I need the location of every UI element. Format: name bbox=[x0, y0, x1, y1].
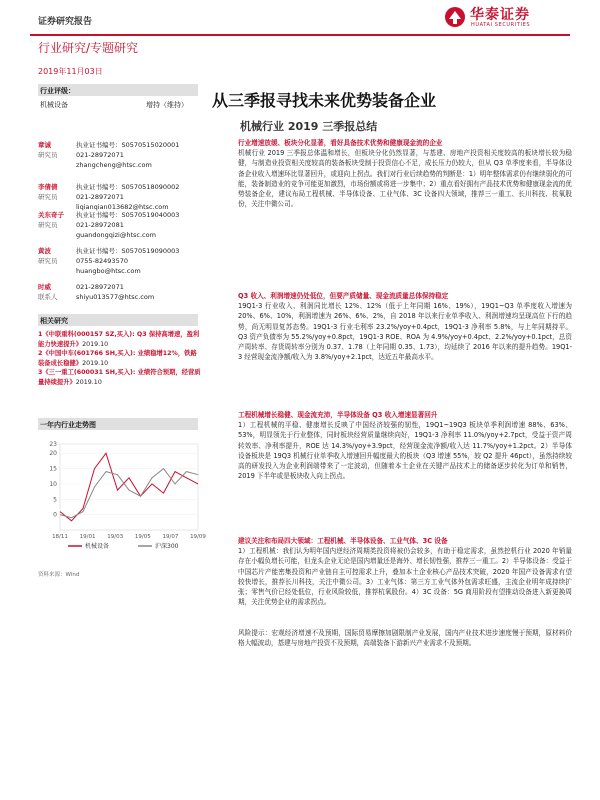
analyst-email[interactable]: liqianqian013682@htsc.com bbox=[76, 203, 169, 211]
plot-frame bbox=[60, 444, 198, 530]
analyst-cert: 执业证书编号：S0570519090003 bbox=[76, 247, 180, 255]
brand-name-en: HUATAI SECURITIES bbox=[471, 22, 531, 28]
analyst-phone: 021-28972071 bbox=[76, 283, 124, 291]
section-body: 1）工程机械：我们认为明年国内逆经济周期类投资将被仍会较多，有助于稳定需求，虽然挖机行业 2020 年销量存在小幅负增长可能，但龙头企业无论是国内增量还是海外、增长韧性强，推荐三一重工。2）半导体设备：受益于中国芯片产能密集投资和产业链自主可控需求上升，叠加本土企业核心产品技术突破，2020 年国产设备需求有望较快增长，推荐长川科技，关注中微公司。3）工业气体：第三方工业气体外包需求旺盛，主流企业明年成持续扩张；零售气价已经处低位，行业风险较低，推荐杭氧股份。4）3C 设备：5G 商用阶段有望推动设备进入新更换周期，关注优势企业的需求拐点。 bbox=[238, 547, 572, 607]
analyst-role: 研究员 bbox=[38, 221, 58, 229]
analyst-name: 关东奇子 bbox=[38, 211, 64, 219]
brand-name-cn: 华泰证券 bbox=[470, 7, 530, 23]
related-item[interactable] bbox=[38, 330, 203, 349]
analyst-role: 研究员 bbox=[38, 193, 58, 201]
rating-value: 增持（维持） bbox=[146, 101, 188, 109]
analyst-card bbox=[38, 246, 203, 286]
related-title: 相关研究 bbox=[40, 317, 68, 325]
x-tick-label: 19/07 bbox=[162, 534, 179, 540]
analyst-phone: 021-28972081 bbox=[76, 221, 124, 229]
section-heading: Q3 收入、利润增速仍处低位，但要产质储量、现金流质量总体保持稳定 bbox=[238, 292, 449, 300]
y-tick-label: 20 bbox=[49, 450, 57, 458]
analyst-phone: 021-28972071 bbox=[76, 193, 124, 201]
analyst-card bbox=[38, 210, 203, 250]
y-tick-label: 15 bbox=[49, 465, 57, 473]
related-item[interactable] bbox=[38, 368, 203, 387]
related-item-title[interactable]: 3《三一重工(600031 SH,买入): 业绩符合预期，经营质量持续提升》 bbox=[38, 369, 201, 386]
section-segments bbox=[238, 410, 572, 481]
y-tick-label: 5 bbox=[53, 496, 57, 504]
section-heading: 建议关注和布局四大领域：工程机械、半导体设备、工业气体、3C 设备 bbox=[238, 537, 448, 545]
report-title: 从三季报寻找未来优势装备企业 bbox=[212, 91, 437, 110]
section-body: 机械行业 2019 三季报总体温和增长，但板块分化仍然显著，与基建、房地产投资相关度较高的板块增长较为稳健，与制造业投资相关度较高的装备板块受制于投资信心不足，成长压力仍较大，但从 Q3 单季度来看，半导体设备企业收入增速环比显著回升，或迎向上拐点。我们对行业后续趋势的判断是：1）明年整体需求仍有继续弱化的可能，装备制造业的竞争可能更加激烈，市场份额或将进一步集中；2）重点看好拥有产品技术优势和健康现金流的优势装备企业，建议布局工程机械、半导体设备、工业气体、3C 设备四大领域，推荐三一重工、长川科技、杭氧股份，关注中微公司。 bbox=[238, 149, 572, 209]
chart-source: 资料来源：Wind bbox=[38, 572, 80, 578]
analyst-phone: 021-28972071 bbox=[76, 151, 124, 159]
section-heading: 工程机械增长稳健、现金流充沛，半导体设备 Q3 收入增速显著回升 bbox=[238, 411, 438, 419]
series-line bbox=[60, 453, 198, 521]
rating-sector: 机械设备 bbox=[40, 101, 68, 109]
related-item[interactable] bbox=[38, 349, 203, 368]
analyst-role: 研究员 bbox=[38, 151, 58, 159]
related-item-date: 2019.10 bbox=[82, 340, 109, 348]
x-tick-label: 19/09 bbox=[190, 534, 206, 540]
section-outlook bbox=[238, 138, 572, 209]
legend-label: 沪深300 bbox=[155, 543, 179, 550]
section-body: 1）工程机械的平稳、健康增长反映了中国经济较强的韧性，19Q1~19Q3 板块单季利润增速 88%、63%、53%，明显领先于行业整体，同时板块经营质量继续向好，19Q1-3 净利率 11.0%/yoy+2.7pct，受益于资产周转效率、净利率提升，ROE 达 14.3%/yoy+3.9pct，经营现金流净额/收入达 11.7%/yoy+1.2pct。2）半导体设备板块是 19Q3 机械行业单季收入增速回升幅度最大的板块（Q3 增速 55%，较 Q2 提升 46pct），虽然持续较高的研发投入为企业利润端带来了一定波动，但随着本土企业在关键产品技术上的储备逐步转化为订单和销售，2019 下半年或是板块收入向上拐点。 bbox=[238, 421, 572, 481]
y-tick-label: 0 bbox=[53, 511, 57, 519]
analyst-cert: 执业证书编号：S0570519040003 bbox=[76, 211, 180, 219]
section-body: 风险提示：宏观经济增速不及预期，国际贸易摩擦加剧限制产业发展，国内产业技术进步速度慢于预期，原材料价格大幅波动，基建与房地产投资不及预期，高端装备下游新兴产业需求不及预期。 bbox=[238, 629, 572, 648]
related-list bbox=[38, 330, 203, 387]
analyst-email[interactable]: shiyu013577@htsc.com bbox=[76, 293, 155, 301]
analyst-email[interactable]: zhangcheng@htsc.com bbox=[76, 161, 152, 169]
legend-label: 机械设备 bbox=[85, 543, 110, 550]
related-item-title[interactable]: 2《中国中车(601766 SH,买入): 业绩稳增12%，铁路装备成长稳健》 bbox=[38, 350, 197, 367]
huatai-logo-icon bbox=[444, 6, 466, 28]
header-divider bbox=[30, 34, 570, 36]
section-recommend bbox=[238, 536, 572, 607]
analyst-phone: 0755-82493570 bbox=[76, 257, 128, 265]
brand-logo bbox=[444, 4, 564, 34]
analyst-card bbox=[38, 140, 203, 180]
doc-type: 行业研究/专题研究 bbox=[38, 41, 139, 55]
analyst-card bbox=[38, 282, 203, 312]
analyst-email[interactable]: guandongqizi@htsc.com bbox=[76, 231, 156, 239]
rating-heading: 行业评级： bbox=[40, 87, 75, 95]
section-risk bbox=[238, 628, 572, 648]
analyst-name: 黄波 bbox=[38, 247, 51, 255]
chart-title: 一年内行业走势图 bbox=[40, 421, 96, 429]
report-subtitle: 机械行业 2019 三季报总结 bbox=[240, 120, 378, 133]
analyst-role: 研究员 bbox=[38, 257, 58, 265]
section-body: 19Q1-3 行业收入、利润同比增长 12%、12%（低于上年同期 16%、19%），19Q1~Q3 单季度收入增速为 20%、6%、10%，利润增速为 26%、6%、2%，自 2018 年以来行业单季收入、利润增速均呈现高位下行的趋势，尚无明显复苏态势。19Q1-3 行业毛利率 23.2%/yoy+0.4pct，19Q1-3 净利率 5.8%，与上年同期持平。Q3 资产负债率为 55.2%/yoy+0.8pct，19Q1-3 ROE、ROA 为 4.9%/yoy+0.4pct、2.2%/yoy+0.1pct，总资产周转率、存货周转率分别为 0.37、1.78（上年同期 0.35、1.73），均延续了 2016 年以来的提升趋势。19Q1-3 经营现金流净额/收入为 3.8%/yoy+2.1pct，达近五年最高水平。 bbox=[238, 302, 572, 362]
analyst-name: 李倩倩 bbox=[38, 183, 58, 191]
x-tick-label: 19/05 bbox=[134, 534, 151, 540]
x-tick-label: 18/11 bbox=[52, 534, 68, 540]
analyst-email[interactable]: huangbo@htsc.com bbox=[76, 267, 141, 275]
analyst-role: 联系人 bbox=[38, 293, 58, 301]
section-heading: 行业增速放缓、板块分化显著，看好具备技术优势和健康现金流的企业 bbox=[238, 139, 443, 147]
x-tick-label: 19/01 bbox=[79, 534, 96, 540]
x-tick-label: 19/03 bbox=[107, 534, 124, 540]
trend-chart bbox=[38, 438, 206, 558]
y-tick-label: 10 bbox=[49, 480, 57, 488]
related-item-title[interactable]: 1《中联重科(000157 SZ,买入): Q3 保持高增速，盈利能力快速提升》 bbox=[38, 331, 200, 348]
analyst-cert: 执业证书编号：S0570515020001 bbox=[76, 141, 180, 149]
report-label: 证券研究报告 bbox=[38, 17, 93, 27]
analyst-name: 时威 bbox=[38, 283, 51, 291]
related-item-date: 2019.10 bbox=[75, 378, 102, 386]
analyst-cert: 执业证书编号：S0570518090002 bbox=[76, 183, 180, 191]
section-q3 bbox=[238, 291, 572, 362]
analyst-name: 章诚 bbox=[38, 141, 51, 149]
y-tick-label: 23 bbox=[49, 441, 57, 448]
related-item-date: 2019.10 bbox=[82, 359, 109, 367]
report-date: 2019年11月03日 bbox=[38, 67, 103, 76]
